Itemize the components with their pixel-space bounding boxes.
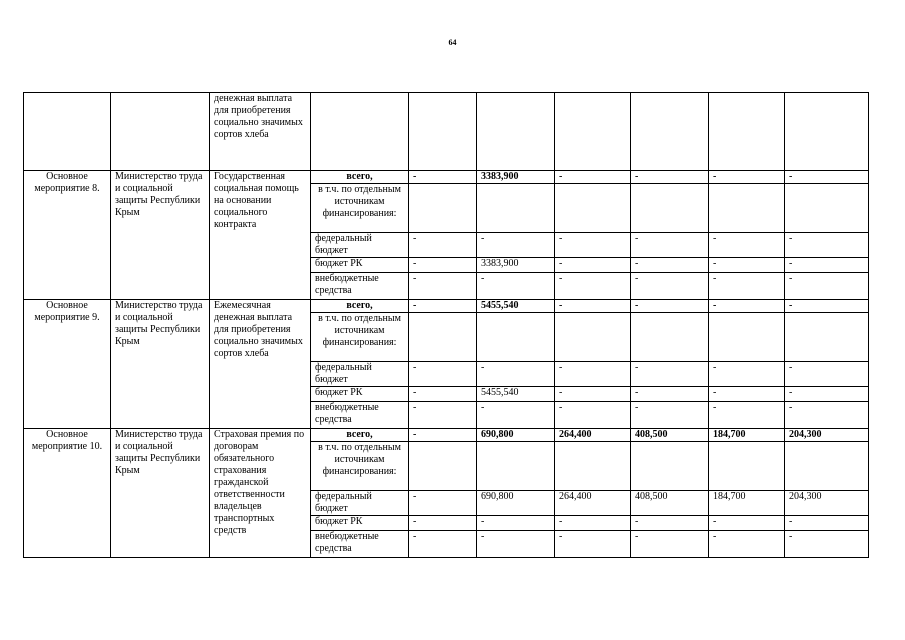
value-cell: 264,400 (555, 491, 631, 516)
value-cell: - (409, 233, 477, 258)
value-cell (785, 442, 869, 491)
source-label: в т.ч. по отдельным источникам финансирования: (311, 442, 409, 491)
value-cell (631, 442, 709, 491)
source-label: всего, (311, 429, 409, 442)
value-cell: - (477, 233, 555, 258)
value-cell: - (709, 516, 785, 531)
value-cell: 204,300 (785, 429, 869, 442)
page-number: 64 (448, 38, 457, 47)
activity-cell: Ежемесячная денежная выплата для приобретения социально значимых сортов хлеба (210, 300, 311, 429)
source-label: бюджет РК (311, 258, 409, 273)
value-cell: - (785, 258, 869, 273)
value-cell: - (631, 233, 709, 258)
value-cell (785, 184, 869, 233)
source-label: в т.ч. по отдельным источникам финансирования: (311, 184, 409, 233)
source-label: всего, (311, 171, 409, 184)
value-cell: - (409, 516, 477, 531)
value-cell: 5455,540 (477, 300, 555, 313)
value-cell (555, 184, 631, 233)
source-label: федеральный бюджет (311, 362, 409, 387)
value-cell: - (477, 362, 555, 387)
activity-cell: Страховая премия по договорам обязательного страхования гражданской ответственности владельцев транспортных средств (210, 429, 311, 558)
value-cell: - (785, 273, 869, 300)
value-cell: - (709, 171, 785, 184)
source-label: федеральный бюджет (311, 233, 409, 258)
value-cell (785, 313, 869, 362)
value-cell: - (631, 273, 709, 300)
value-cell (709, 313, 785, 362)
value-cell: - (555, 402, 631, 429)
value-cell: - (477, 531, 555, 558)
value-cell: - (709, 300, 785, 313)
value-cell: - (555, 273, 631, 300)
value-cell: - (409, 362, 477, 387)
value-cell: 5455,540 (477, 387, 555, 402)
value-cell: - (555, 258, 631, 273)
value-cell: 690,800 (477, 429, 555, 442)
value-cell (409, 442, 477, 491)
value-cell: - (785, 531, 869, 558)
value-cell: - (785, 516, 869, 531)
budget-table (23, 92, 869, 558)
value-cell: 184,700 (709, 491, 785, 516)
value-cell: - (555, 233, 631, 258)
source-label: в т.ч. по отдельным источникам финансирования: (311, 313, 409, 362)
continuation-row (24, 93, 869, 171)
value-cell: - (409, 171, 477, 184)
value-cell: - (631, 258, 709, 273)
value-cell: - (631, 171, 709, 184)
activity-cell: Государственная социальная помощь на основании социального контракта (210, 171, 311, 300)
table-row (24, 429, 869, 442)
value-cell: - (785, 233, 869, 258)
value-cell: 690,800 (477, 491, 555, 516)
source-label: бюджет РК (311, 387, 409, 402)
value-cell: - (631, 300, 709, 313)
value-cell: - (409, 491, 477, 516)
value-cell: - (709, 531, 785, 558)
measure-cell: Основное мероприятие 8. (24, 171, 111, 300)
value-cell: 3383,900 (477, 171, 555, 184)
source-label: внебюджетные средства (311, 402, 409, 429)
source-label: внебюджетные средства (311, 531, 409, 558)
value-cell: - (785, 402, 869, 429)
value-cell: - (631, 387, 709, 402)
value-cell: - (709, 387, 785, 402)
value-cell (477, 313, 555, 362)
value-cell: - (709, 362, 785, 387)
value-cell: - (477, 273, 555, 300)
value-cell: - (477, 516, 555, 531)
value-cell: - (785, 362, 869, 387)
value-cell: - (555, 300, 631, 313)
value-cell (709, 442, 785, 491)
source-label: внебюджетные средства (311, 273, 409, 300)
value-cell: 3383,900 (477, 258, 555, 273)
value-cell (631, 184, 709, 233)
measure-cell: Основное мероприятие 10. (24, 429, 111, 558)
value-cell: - (631, 362, 709, 387)
executor-cell (111, 93, 210, 171)
measure-cell (24, 93, 111, 171)
value-cell: 264,400 (555, 429, 631, 442)
source-cell (311, 93, 409, 171)
value-cell (631, 313, 709, 362)
value-cell (555, 442, 631, 491)
executor-cell: Министерство труда и социальной защиты Республики Крым (111, 171, 210, 300)
source-label: всего, (311, 300, 409, 313)
source-label: федеральный бюджет (311, 491, 409, 516)
value-cell: - (785, 300, 869, 313)
value-cell: - (555, 516, 631, 531)
value-cell (477, 184, 555, 233)
value-cell: - (709, 258, 785, 273)
executor-cell: Министерство труда и социальной защиты Республики Крым (111, 429, 210, 558)
measure-cell: Основное мероприятие 9. (24, 300, 111, 429)
value-cell: - (785, 387, 869, 402)
value-cell: - (709, 273, 785, 300)
table-body (24, 93, 869, 558)
value-cell (555, 313, 631, 362)
value-cell (409, 184, 477, 233)
value-cell: - (785, 171, 869, 184)
value-cell: - (555, 362, 631, 387)
value-cell: - (631, 516, 709, 531)
value-cell: - (555, 531, 631, 558)
value-cell: - (631, 531, 709, 558)
activity-cell: денежная выплата для приобретения социально значимых сортов хлеба (210, 93, 311, 171)
table-row (24, 171, 869, 184)
value-cell: 408,500 (631, 491, 709, 516)
value-cell: 204,300 (785, 491, 869, 516)
source-label: бюджет РК (311, 516, 409, 531)
value-cell: - (409, 258, 477, 273)
value-cell: - (631, 402, 709, 429)
value-cell: - (409, 387, 477, 402)
value-cell: 184,700 (709, 429, 785, 442)
value-cell (709, 184, 785, 233)
table-row (24, 300, 869, 313)
value-cell (409, 313, 477, 362)
value-cell: 408,500 (631, 429, 709, 442)
value-cell: - (477, 402, 555, 429)
value-cell: - (409, 402, 477, 429)
value-cell: - (409, 429, 477, 442)
value-cell: - (709, 402, 785, 429)
executor-cell: Министерство труда и социальной защиты Республики Крым (111, 300, 210, 429)
value-cell: - (409, 273, 477, 300)
value-cell: - (409, 300, 477, 313)
value-cell (477, 442, 555, 491)
value-cell: - (555, 387, 631, 402)
value-cell: - (409, 531, 477, 558)
value-cell: - (709, 233, 785, 258)
value-cell: - (555, 171, 631, 184)
